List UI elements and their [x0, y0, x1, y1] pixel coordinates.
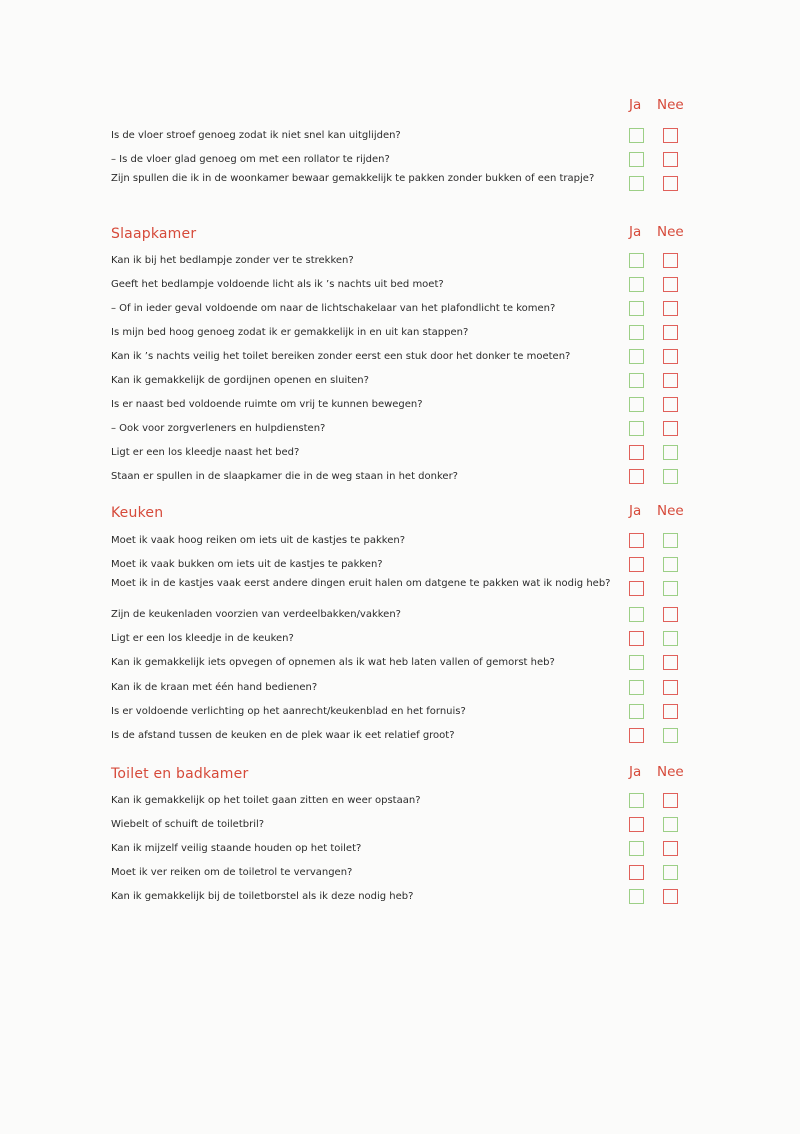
ja-checkbox[interactable] — [629, 607, 644, 622]
ja-checkbox[interactable] — [629, 793, 644, 808]
nee-checkbox[interactable] — [663, 325, 678, 340]
nee-checkbox[interactable] — [663, 469, 678, 484]
nee-checkbox[interactable] — [663, 533, 678, 548]
nee-checkbox[interactable] — [663, 445, 678, 460]
nee-checkbox[interactable] — [663, 349, 678, 364]
question-text: Kan ik ’s nachts veilig het toilet bereiken zonder eerst een stuk door het donker te moeten? — [111, 351, 571, 362]
nee-checkbox[interactable] — [663, 373, 678, 388]
question-text: Moet ik vaak hoog reiken om iets uit de kastjes te pakken? — [111, 535, 406, 546]
question-text: Moet ik vaak bukken om iets uit de kastjes te pakken? — [111, 559, 383, 570]
question-text: Zijn de keukenladen voorzien van verdeelbakken/vakken? — [111, 609, 401, 620]
question-text: Moet ik ver reiken om de toiletrol te vervangen? — [111, 867, 353, 878]
nee-checkbox[interactable] — [663, 889, 678, 904]
question-text: Kan ik gemakkelijk de gordijnen openen en sluiten? — [111, 375, 369, 386]
question-text: Is er naast bed voldoende ruimte om vrij te kunnen bewegen? — [111, 399, 423, 410]
nee-checkbox[interactable] — [663, 817, 678, 832]
ja-checkbox[interactable] — [629, 128, 644, 143]
nee-checkbox[interactable] — [663, 655, 678, 670]
question-text: Moet ik in de kastjes vaak eerst andere dingen eruit halen om datgene te pakken wat ik nodig heb? — [111, 578, 611, 589]
ja-checkbox[interactable] — [629, 889, 644, 904]
ja-checkbox[interactable] — [629, 445, 644, 460]
ja-checkbox[interactable] — [629, 817, 644, 832]
ja-checkbox[interactable] — [629, 301, 644, 316]
nee-checkbox[interactable] — [663, 631, 678, 646]
question-text: Kan ik gemakkelijk bij de toiletborstel als ik deze nodig heb? — [111, 891, 414, 902]
nee-checkbox[interactable] — [663, 152, 678, 167]
nee-checkbox[interactable] — [663, 176, 678, 191]
nee-checkbox[interactable] — [663, 680, 678, 695]
question-text: Kan ik de kraan met één hand bedienen? — [111, 682, 318, 693]
nee-checkbox[interactable] — [663, 581, 678, 596]
column-header-nee: Nee — [657, 224, 684, 240]
question-text: Kan ik gemakkelijk op het toilet gaan zitten en weer opstaan? — [111, 795, 421, 806]
ja-checkbox[interactable] — [629, 557, 644, 572]
column-header-ja: Ja — [629, 224, 642, 240]
section-title: Keuken — [111, 505, 164, 521]
nee-checkbox[interactable] — [663, 301, 678, 316]
ja-checkbox[interactable] — [629, 373, 644, 388]
ja-checkbox[interactable] — [629, 680, 644, 695]
column-header-nee: Nee — [657, 764, 684, 780]
question-text: Zijn spullen die ik in de woonkamer bewaar gemakkelijk te pakken zonder bukken of een trapje? — [111, 173, 595, 184]
ja-checkbox[interactable] — [629, 349, 644, 364]
nee-checkbox[interactable] — [663, 277, 678, 292]
ja-checkbox[interactable] — [629, 655, 644, 670]
question-text: – Of in ieder geval voldoende om naar de lichtschakelaar van het plafondlicht te komen? — [111, 303, 556, 314]
ja-checkbox[interactable] — [629, 277, 644, 292]
question-text: Ligt er een los kleedje naast het bed? — [111, 447, 300, 458]
question-text: Kan ik bij het bedlampje zonder ver te strekken? — [111, 255, 354, 266]
nee-checkbox[interactable] — [663, 557, 678, 572]
column-header-nee: Nee — [657, 503, 684, 519]
ja-checkbox[interactable] — [629, 325, 644, 340]
question-text: – Is de vloer glad genoeg om met een rollator te rijden? — [111, 154, 390, 165]
ja-checkbox[interactable] — [629, 421, 644, 436]
ja-checkbox[interactable] — [629, 469, 644, 484]
ja-checkbox[interactable] — [629, 865, 644, 880]
question-text: Wiebelt of schuift de toiletbril? — [111, 819, 265, 830]
ja-checkbox[interactable] — [629, 533, 644, 548]
ja-checkbox[interactable] — [629, 728, 644, 743]
nee-checkbox[interactable] — [663, 397, 678, 412]
nee-checkbox[interactable] — [663, 841, 678, 856]
question-text: Staan er spullen in de slaapkamer die in de weg staan in het donker? — [111, 471, 458, 482]
nee-checkbox[interactable] — [663, 728, 678, 743]
question-text: – Ook voor zorgverleners en hulpdiensten? — [111, 423, 326, 434]
ja-checkbox[interactable] — [629, 152, 644, 167]
nee-checkbox[interactable] — [663, 793, 678, 808]
section-title: Toilet en badkamer — [111, 766, 249, 782]
column-header-ja: Ja — [629, 97, 642, 113]
ja-checkbox[interactable] — [629, 397, 644, 412]
nee-checkbox[interactable] — [663, 128, 678, 143]
nee-checkbox[interactable] — [663, 607, 678, 622]
ja-checkbox[interactable] — [629, 841, 644, 856]
question-text: Is de afstand tussen de keuken en de plek waar ik eet relatief groot? — [111, 730, 455, 741]
ja-checkbox[interactable] — [629, 253, 644, 268]
question-text: Geeft het bedlampje voldoende licht als ik ’s nachts uit bed moet? — [111, 279, 444, 290]
nee-checkbox[interactable] — [663, 704, 678, 719]
ja-checkbox[interactable] — [629, 631, 644, 646]
nee-checkbox[interactable] — [663, 253, 678, 268]
nee-checkbox[interactable] — [663, 421, 678, 436]
question-text: Is de vloer stroef genoeg zodat ik niet snel kan uitglijden? — [111, 130, 401, 141]
ja-checkbox[interactable] — [629, 704, 644, 719]
column-header-ja: Ja — [629, 503, 642, 519]
column-header-ja: Ja — [629, 764, 642, 780]
ja-checkbox[interactable] — [629, 176, 644, 191]
question-text: Kan ik gemakkelijk iets opvegen of opnemen als ik wat heb laten vallen of gemorst heb? — [111, 657, 555, 668]
question-text: Ligt er een los kleedje in de keuken? — [111, 633, 294, 644]
nee-checkbox[interactable] — [663, 865, 678, 880]
ja-checkbox[interactable] — [629, 581, 644, 596]
question-text: Is er voldoende verlichting op het aanrecht/keukenblad en het fornuis? — [111, 706, 466, 717]
question-text: Is mijn bed hoog genoeg zodat ik er gemakkelijk in en uit kan stappen? — [111, 327, 469, 338]
question-text: Kan ik mijzelf veilig staande houden op het toilet? — [111, 843, 362, 854]
section-title: Slaapkamer — [111, 226, 197, 242]
column-header-nee: Nee — [657, 97, 684, 113]
